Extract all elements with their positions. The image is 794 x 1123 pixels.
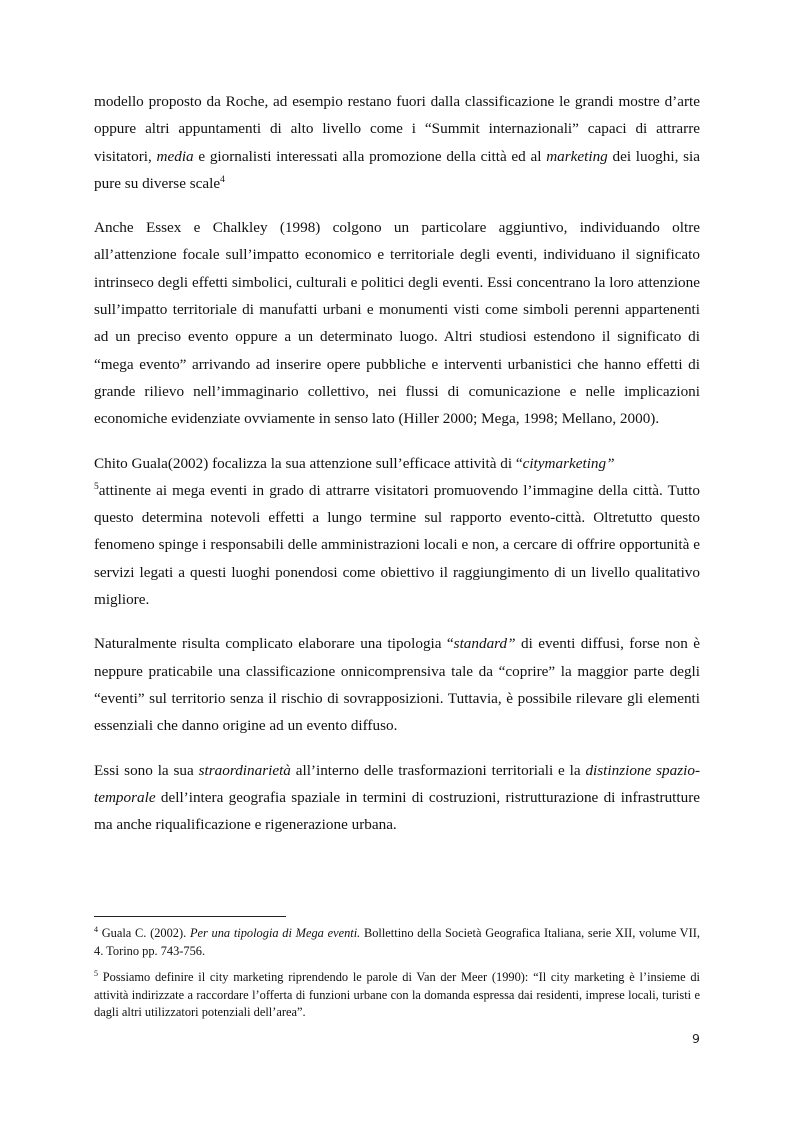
footnote-5 xyxy=(94,969,700,1022)
footnote-ref-4[interactable]: 4 xyxy=(220,174,225,185)
paragraph-text: modello proposto da Roche, ad esempio restano fuori dalla classificazione le grandi mostre d’arte oppure altri appuntamenti di alto livello come i “Summit internazionali” capaci di attrarre visitatori, xyxy=(94,93,700,165)
paragraph-text: all’interno delle trasformazioni territoriali e la xyxy=(290,761,586,779)
footnote-text: Possiamo definire il city marketing riprendendo le parole di Van der Meer (1990): “Il city marketing è l’insieme di attività indirizzate a raccordare l’offerta di funzioni urbane con la domanda espressa dai residenti, imprese locali, turisti e dagli altri utilizzatori potenziali dell’area”. xyxy=(94,970,700,1020)
footnote-4 xyxy=(94,925,700,960)
footnotes-section xyxy=(94,925,700,1031)
footnote-number: 4 xyxy=(94,924,98,934)
paragraph-text: di eventi diffusi, forse non è neppure praticabile una classificazione onnicomprensiva tale da “coprire” la maggior parte degli “eventi” sul territorio senza il rischio di sovrapposizioni. Tuttavia, è possibile rilevare gli elementi essenziali che danno origine ad un evento diffuso. xyxy=(94,635,700,735)
paragraph-text: Essi sono la sua xyxy=(94,761,199,779)
paragraph-text: attinente ai mega eventi in grado di attrarre visitatori promuovendo l’immagine della città. Tutto questo determina notevoli effetti a lungo termine sul rapporto evento-città. Oltretutto questo fenomeno spinge i responsabili delle amministrazioni locali e non, a cercare di offrire opportunità e servizi legati a questi luoghi ponendosi come obiettivo il raggiungimento di un livello qualitativo migliore. xyxy=(94,481,700,609)
document-body xyxy=(94,88,700,855)
footnote-title-italic: Per una tipologia di Mega eventi. xyxy=(189,926,361,940)
paragraph-roche-classification xyxy=(94,88,700,197)
footnote-text: Guala C. (2002). xyxy=(98,926,190,940)
italic-term-citymarketing: citymarketing” xyxy=(522,454,615,472)
italic-term-standard: standard” xyxy=(453,635,516,653)
paragraph-text: dell’intera geografia spaziale in termini di costruzioni, ristrutturazione di infrastrutture ma anche riqualificazione e rigenerazione urbana. xyxy=(94,788,700,834)
italic-term-marketing: marketing xyxy=(546,147,608,165)
italic-term-straordinarieta: straordinarietà xyxy=(198,761,291,779)
paragraph-text: Naturalmente risulta complicato elaborare una tipologia “ xyxy=(94,635,454,653)
footnote-number: 5 xyxy=(94,969,98,979)
paragraph-essex-chalkley: Anche Essex e Chalkley (1998) colgono un particolare aggiuntivo, individuando oltre all’attenzione focale sull’impatto economico e territoriale degli eventi, individuano il significato intrinseco degli effetti simbolici, culturali e politici degli eventi. Essi concentrano la loro attenzione sull’impatto territoriale di manufatti urbani e monumenti visti come simboli perenni appartenenti ad un preciso evento oppure a un determinato luogo. Altri studiosi estendono il significato di “mega evento” arrivando ad inserire opere pubbliche e interventi urbanistici che hanno effetti di grande rilievo nell’immaginario collettivo, nei flussi di comunicazione e nelle implicazioni economiche evidenziate ovviamente in senso lato (Hiller 2000; Mega, 1998; Mellano, 2000). xyxy=(94,219,700,428)
footnote-ref-5[interactable]: 5 xyxy=(94,481,99,492)
italic-term-media: media xyxy=(156,147,194,165)
paragraph-tipologia-standard xyxy=(94,630,700,739)
italic-term-distinzione: distinzione spazio-temporale xyxy=(94,761,700,806)
paragraph-chito-guala xyxy=(94,450,700,614)
paragraph-text: Chito Guala(2002) focalizza la sua attenzione sull’efficace attività di “ xyxy=(94,454,523,472)
paragraph-text: dei luoghi, sia pure su diverse scale xyxy=(94,147,700,192)
page-number: 9 xyxy=(692,1031,700,1046)
footnote-text: Bollettino della Società Geografica Italiana, serie XII, volume VII, 4. Torino pp. 743-756. xyxy=(94,926,700,958)
paragraph-text: e giornalisti interessati alla promozione della città ed al xyxy=(193,147,547,165)
paragraph-straordinarieta xyxy=(94,757,700,839)
footnote-divider xyxy=(94,916,286,917)
